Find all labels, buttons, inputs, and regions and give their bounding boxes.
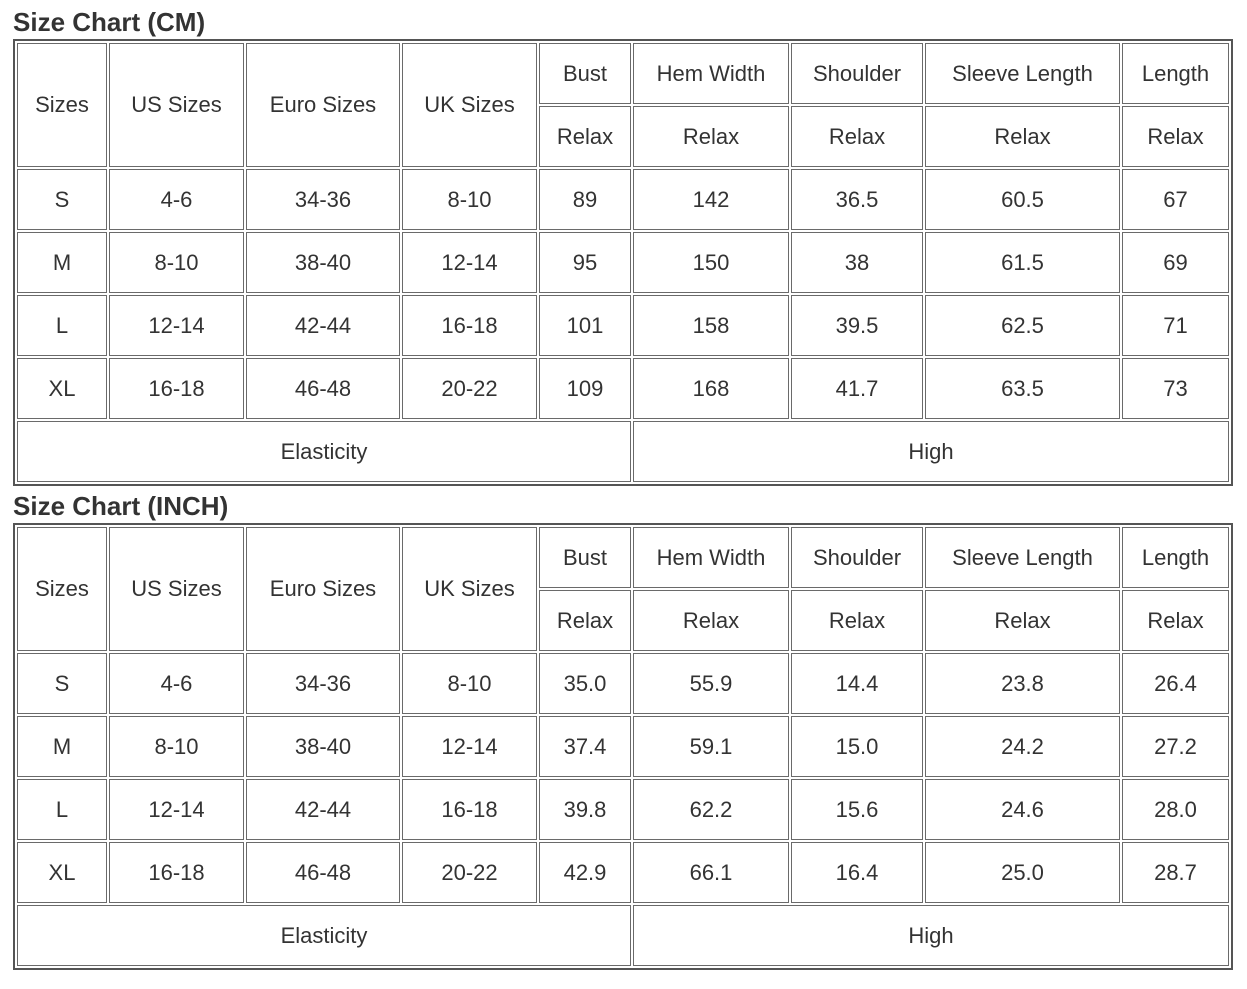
cell-hem-width: 59.1 xyxy=(633,716,789,777)
cell-length: 28.0 xyxy=(1122,779,1229,840)
header-us-sizes: US Sizes xyxy=(109,43,244,167)
cell-bust: 95 xyxy=(539,232,631,293)
cell-size: XL xyxy=(17,358,107,419)
size-chart-inch xyxy=(13,489,1233,970)
cell-length: 69 xyxy=(1122,232,1229,293)
cell-uk-size: 8-10 xyxy=(402,169,537,230)
table-row xyxy=(17,842,1229,903)
cell-us-size: 16-18 xyxy=(109,842,244,903)
table-row xyxy=(17,232,1229,293)
cell-length: 26.4 xyxy=(1122,653,1229,714)
cell-bust: 35.0 xyxy=(539,653,631,714)
footer-row xyxy=(17,905,1229,966)
cell-shoulder: 41.7 xyxy=(791,358,923,419)
chart-title-inch: Size Chart (INCH) xyxy=(13,491,229,521)
fit-length: Relax xyxy=(1122,590,1229,651)
fit-sleeve-length: Relax xyxy=(925,590,1120,651)
header-sleeve-length: Sleeve Length xyxy=(925,43,1120,104)
cell-uk-size: 16-18 xyxy=(402,295,537,356)
cell-us-size: 12-14 xyxy=(109,295,244,356)
elasticity-label: Elasticity xyxy=(17,905,631,966)
cell-length: 27.2 xyxy=(1122,716,1229,777)
cell-us-size: 12-14 xyxy=(109,779,244,840)
cell-euro-size: 38-40 xyxy=(246,232,400,293)
cell-sleeve-length: 23.8 xyxy=(925,653,1120,714)
cell-bust: 101 xyxy=(539,295,631,356)
cell-sleeve-length: 24.2 xyxy=(925,716,1120,777)
table-row xyxy=(17,779,1229,840)
cell-hem-width: 150 xyxy=(633,232,789,293)
header-hem-width: Hem Width xyxy=(633,43,789,104)
table-row xyxy=(17,716,1229,777)
cell-hem-width: 55.9 xyxy=(633,653,789,714)
cell-shoulder: 39.5 xyxy=(791,295,923,356)
header-length: Length xyxy=(1122,527,1229,588)
fit-shoulder: Relax xyxy=(791,106,923,167)
cell-hem-width: 158 xyxy=(633,295,789,356)
cell-euro-size: 38-40 xyxy=(246,716,400,777)
cell-length: 71 xyxy=(1122,295,1229,356)
table-row xyxy=(17,295,1229,356)
fit-bust: Relax xyxy=(539,590,631,651)
chart-title-cm: Size Chart (CM) xyxy=(13,7,206,37)
cell-us-size: 8-10 xyxy=(109,716,244,777)
cell-shoulder: 36.5 xyxy=(791,169,923,230)
cell-hem-width: 66.1 xyxy=(633,842,789,903)
cell-bust: 42.9 xyxy=(539,842,631,903)
size-chart-cm xyxy=(13,5,1233,486)
cell-us-size: 8-10 xyxy=(109,232,244,293)
cell-sleeve-length: 63.5 xyxy=(925,358,1120,419)
fit-shoulder: Relax xyxy=(791,590,923,651)
header-length: Length xyxy=(1122,43,1229,104)
cell-sleeve-length: 62.5 xyxy=(925,295,1120,356)
cell-bust: 109 xyxy=(539,358,631,419)
cell-size: M xyxy=(17,232,107,293)
cell-bust: 89 xyxy=(539,169,631,230)
cell-sleeve-length: 25.0 xyxy=(925,842,1120,903)
header-sizes: Sizes xyxy=(17,43,107,167)
size-table-inch xyxy=(13,523,1233,970)
cell-sleeve-length: 61.5 xyxy=(925,232,1120,293)
cell-shoulder: 38 xyxy=(791,232,923,293)
header-bust: Bust xyxy=(539,527,631,588)
header-euro-sizes: Euro Sizes xyxy=(246,527,400,651)
header-shoulder: Shoulder xyxy=(791,43,923,104)
cell-uk-size: 12-14 xyxy=(402,232,537,293)
fit-hem-width: Relax xyxy=(633,106,789,167)
cell-length: 67 xyxy=(1122,169,1229,230)
cell-shoulder: 15.6 xyxy=(791,779,923,840)
header-uk-sizes: UK Sizes xyxy=(402,527,537,651)
elasticity-label: Elasticity xyxy=(17,421,631,482)
cell-size: S xyxy=(17,653,107,714)
cell-euro-size: 46-48 xyxy=(246,842,400,903)
cell-uk-size: 20-22 xyxy=(402,842,537,903)
cell-sleeve-length: 24.6 xyxy=(925,779,1120,840)
cell-shoulder: 16.4 xyxy=(791,842,923,903)
size-table-cm xyxy=(13,39,1233,486)
cell-bust: 37.4 xyxy=(539,716,631,777)
fit-hem-width: Relax xyxy=(633,590,789,651)
cell-euro-size: 34-36 xyxy=(246,169,400,230)
cell-us-size: 4-6 xyxy=(109,169,244,230)
header-shoulder: Shoulder xyxy=(791,527,923,588)
header-sleeve-length: Sleeve Length xyxy=(925,527,1120,588)
cell-euro-size: 34-36 xyxy=(246,653,400,714)
fit-bust: Relax xyxy=(539,106,631,167)
header-hem-width: Hem Width xyxy=(633,527,789,588)
cell-size: L xyxy=(17,295,107,356)
fit-length: Relax xyxy=(1122,106,1229,167)
cell-us-size: 16-18 xyxy=(109,358,244,419)
header-bust: Bust xyxy=(539,43,631,104)
header-us-sizes: US Sizes xyxy=(109,527,244,651)
header-uk-sizes: UK Sizes xyxy=(402,43,537,167)
cell-size: XL xyxy=(17,842,107,903)
footer-row xyxy=(17,421,1229,482)
cell-euro-size: 42-44 xyxy=(246,779,400,840)
table-row xyxy=(17,653,1229,714)
cell-uk-size: 8-10 xyxy=(402,653,537,714)
cell-size: M xyxy=(17,716,107,777)
elasticity-value: High xyxy=(633,421,1229,482)
cell-hem-width: 168 xyxy=(633,358,789,419)
table-row xyxy=(17,169,1229,230)
cell-sleeve-length: 60.5 xyxy=(925,169,1120,230)
header-row xyxy=(17,527,1229,588)
cell-hem-width: 142 xyxy=(633,169,789,230)
cell-length: 73 xyxy=(1122,358,1229,419)
cell-uk-size: 12-14 xyxy=(402,716,537,777)
cell-size: S xyxy=(17,169,107,230)
table-row xyxy=(17,358,1229,419)
cell-hem-width: 62.2 xyxy=(633,779,789,840)
cell-length: 28.7 xyxy=(1122,842,1229,903)
cell-uk-size: 16-18 xyxy=(402,779,537,840)
cell-shoulder: 14.4 xyxy=(791,653,923,714)
header-euro-sizes: Euro Sizes xyxy=(246,43,400,167)
fit-sleeve-length: Relax xyxy=(925,106,1120,167)
cell-shoulder: 15.0 xyxy=(791,716,923,777)
cell-us-size: 4-6 xyxy=(109,653,244,714)
cell-size: L xyxy=(17,779,107,840)
cell-euro-size: 42-44 xyxy=(246,295,400,356)
elasticity-value: High xyxy=(633,905,1229,966)
header-row xyxy=(17,43,1229,104)
header-sizes: Sizes xyxy=(17,527,107,651)
cell-euro-size: 46-48 xyxy=(246,358,400,419)
cell-uk-size: 20-22 xyxy=(402,358,537,419)
cell-bust: 39.8 xyxy=(539,779,631,840)
